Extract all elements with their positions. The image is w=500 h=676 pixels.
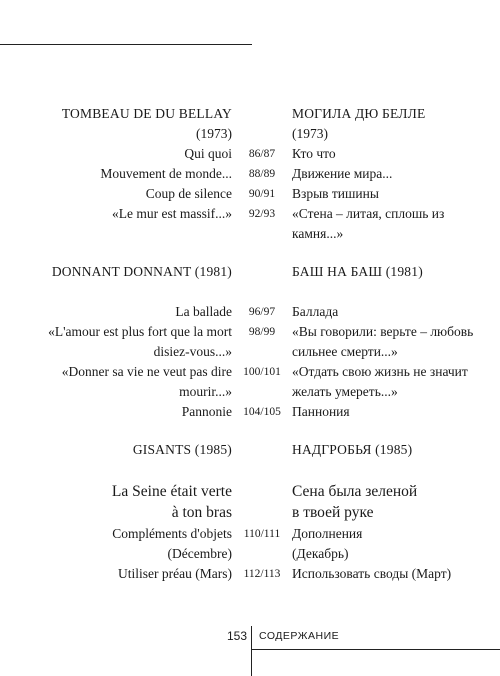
toc-entry-fr-cont: mourir...» — [179, 384, 232, 399]
toc-entry-fr: Pannonie — [181, 404, 232, 419]
toc-entry-fr: Coup de silence — [145, 186, 232, 201]
section-fr-title: DONNANT DONNANT (1981) — [51, 264, 232, 279]
toc-entry-ru: Паннония — [292, 404, 350, 419]
section-ru-year: (1973) — [292, 126, 328, 141]
top-rule — [0, 44, 252, 45]
section-fr-title: GISANTS (1985) — [132, 442, 232, 457]
toc-entry-pages: 86/87 — [248, 148, 276, 160]
toc-entry-fr: «Donner sa vie ne veut pas dire — [61, 364, 232, 379]
running-title: СОДЕРЖАНИЕ — [259, 630, 340, 642]
section-fr-title: TOMBEAU DE DU BELLAY — [61, 106, 232, 121]
toc-entry-ru: Сена была зеленой — [292, 483, 418, 500]
toc-entry-fr: «Le mur est massif...» — [112, 206, 232, 221]
toc-entry-pages: 112/113 — [243, 568, 281, 580]
page-number: 153 — [226, 629, 247, 643]
toc-entry-ru-cont: сильнее смерти...» — [292, 344, 398, 359]
toc-entry-ru: Баллада — [292, 304, 339, 319]
section-ru-title: НАДГРОБЬЯ (1985) — [292, 442, 413, 457]
footer-vertical-rule — [251, 626, 252, 676]
footer-horizontal-rule — [251, 649, 500, 650]
toc-entry-ru-cont: камня...» — [292, 226, 344, 241]
toc-entry-ru: Кто что — [292, 146, 336, 161]
toc-entry-pages: 96/97 — [248, 306, 276, 318]
toc-entry-pages: 100/101 — [243, 366, 281, 378]
toc-entry-ru: «Отдать свою жизнь не значит — [292, 364, 468, 379]
toc-entry-fr: Compléments d'objets — [112, 526, 232, 541]
toc-entry-pages: 104/105 — [243, 406, 281, 418]
toc-entry-fr: Qui quoi — [184, 146, 232, 161]
toc-entry-pages: 110/111 — [243, 528, 281, 540]
toc-entry-ru: Взрыв тишины — [292, 186, 379, 201]
toc-entry-fr: La Seine était verte — [111, 483, 232, 500]
toc-entry-ru: «Вы говорили: верьте – любовь — [292, 324, 474, 339]
toc-entry-pages: 88/89 — [248, 168, 276, 180]
toc-entry-fr: La ballade — [175, 304, 232, 319]
toc-entry-ru: «Стена – литая, сплошь из — [292, 206, 445, 221]
toc-entry-ru: Использовать своды (Март) — [292, 566, 452, 581]
toc-entry-pages: 98/99 — [248, 326, 276, 338]
toc-entry-ru: Движение мира... — [292, 166, 393, 181]
toc-entry-ru-cont: в твоей руке — [292, 504, 374, 521]
toc-entry-pages: 92/93 — [248, 208, 276, 220]
toc-entry-ru-cont: желать умереть...» — [292, 384, 398, 399]
toc-entry-ru-cont: (Декабрь) — [292, 546, 349, 561]
toc-entry-fr: Utiliser préau (Mars) — [118, 566, 232, 581]
toc-entry-fr: Mouvement de monde... — [100, 166, 232, 181]
toc-entry-fr-cont: à ton bras — [171, 504, 232, 521]
toc-entry-ru: Дополнения — [292, 526, 363, 541]
toc-entry-fr-cont: (Décembre) — [167, 546, 232, 561]
section-fr-year: (1973) — [196, 126, 232, 141]
section-ru-title: МОГИЛА ДЮ БЕЛЛЕ — [292, 106, 426, 121]
toc-entry-pages: 90/91 — [248, 188, 276, 200]
toc-entry-fr-cont: disiez-vous...» — [153, 344, 232, 359]
section-ru-title: БАШ НА БАШ (1981) — [292, 264, 423, 279]
toc-entry-fr: «L'amour est plus fort que la mort — [48, 324, 232, 339]
